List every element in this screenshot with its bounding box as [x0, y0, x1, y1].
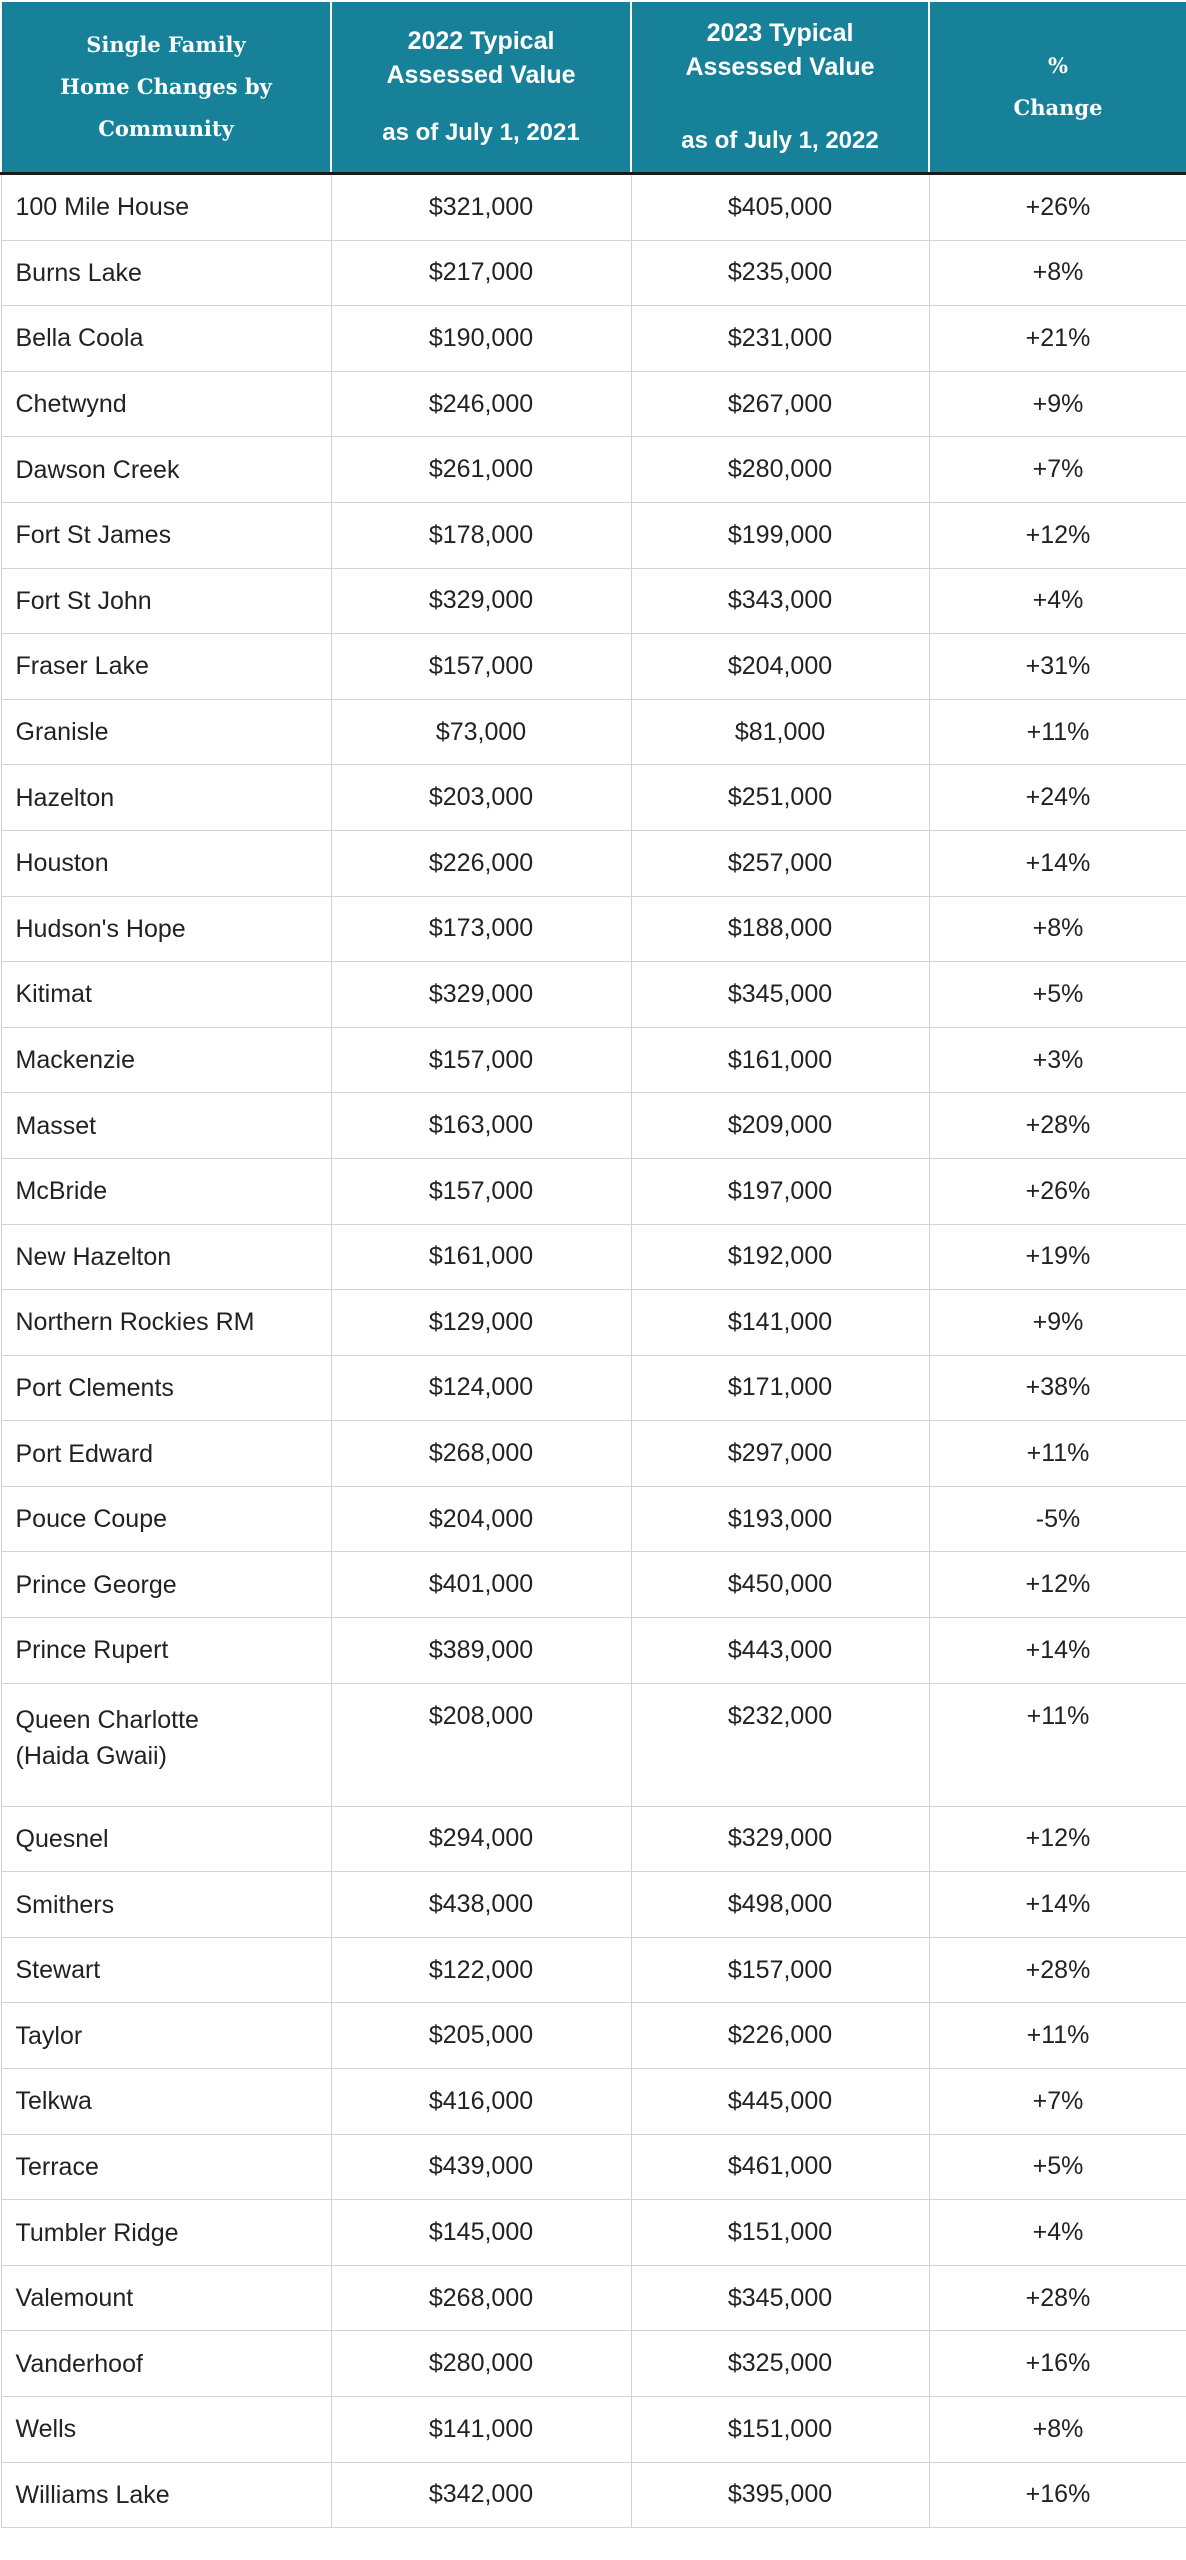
table-row: [1, 699, 1186, 765]
value-2022: $145,000: [331, 2200, 631, 2266]
community-name: [1, 1552, 331, 1618]
community-name-line: Wells: [15, 2415, 77, 2444]
community-name: [1, 1355, 331, 1421]
header-2023-value: 2023 Typical Assessed Value as of July 1, 2022: [631, 1, 929, 174]
value-2022: $226,000: [331, 830, 631, 896]
value-2022: $129,000: [331, 1290, 631, 1356]
community-name: [1, 2200, 331, 2266]
table-row: [1, 1355, 1186, 1421]
table-row: [1, 1618, 1186, 1684]
community-name: [1, 1683, 331, 1806]
value-2023: $192,000: [631, 1224, 929, 1290]
community-name-line: (Haida Gwaii): [15, 1741, 167, 1770]
community-name-line: Hazelton: [15, 783, 115, 812]
table-row: [1, 1872, 1186, 1938]
percent-change: +12%: [929, 1806, 1186, 1872]
community-name: [1, 699, 331, 765]
community-name: [1, 1421, 331, 1487]
value-2023: $461,000: [631, 2134, 929, 2200]
community-name-line: Dawson Creek: [15, 455, 180, 484]
value-2023: $157,000: [631, 1937, 929, 2003]
table-row: [1, 896, 1186, 962]
table-row: [1, 1290, 1186, 1356]
value-2022: $329,000: [331, 962, 631, 1028]
value-2022: $329,000: [331, 568, 631, 634]
percent-change: +14%: [929, 1872, 1186, 1938]
percent-change: +21%: [929, 306, 1186, 372]
percent-change: +24%: [929, 765, 1186, 831]
percent-change: +9%: [929, 1290, 1186, 1356]
table-row: [1, 371, 1186, 437]
value-2023: $405,000: [631, 174, 929, 241]
value-2022: $389,000: [331, 1618, 631, 1684]
value-2023: $141,000: [631, 1290, 929, 1356]
value-2023: $343,000: [631, 568, 929, 634]
value-2022: $157,000: [331, 1158, 631, 1224]
value-2022: $163,000: [331, 1093, 631, 1159]
value-2022: $122,000: [331, 1937, 631, 2003]
percent-change: +11%: [929, 1683, 1186, 1806]
value-2023: $345,000: [631, 962, 929, 1028]
community-name: [1, 568, 331, 634]
value-2022: $342,000: [331, 2462, 631, 2528]
percent-change: +4%: [929, 568, 1186, 634]
value-2022: $173,000: [331, 896, 631, 962]
percent-change: -5%: [929, 1486, 1186, 1552]
table-row: [1, 2003, 1186, 2069]
percent-change: +7%: [929, 2069, 1186, 2135]
community-name-line: Terrace: [15, 2152, 99, 2181]
percent-change: +11%: [929, 2003, 1186, 2069]
value-2022: $268,000: [331, 1421, 631, 1487]
table-row: [1, 502, 1186, 568]
community-name: [1, 1158, 331, 1224]
percent-change: +11%: [929, 1421, 1186, 1487]
value-2023: $161,000: [631, 1027, 929, 1093]
percent-change: +26%: [929, 174, 1186, 241]
value-2023: $325,000: [631, 2331, 929, 2397]
value-2022: $438,000: [331, 1872, 631, 1938]
community-name-line: Kitimat: [15, 980, 92, 1009]
community-name-line: Telkwa: [15, 2087, 92, 2116]
community-name-line: Valemount: [15, 2284, 134, 2313]
table-row: [1, 240, 1186, 306]
community-name-line: Prince George: [15, 1570, 177, 1599]
community-name-line: Port Clements: [15, 1373, 174, 1402]
table-row: [1, 2200, 1186, 2266]
community-name: [1, 502, 331, 568]
percent-change: +11%: [929, 699, 1186, 765]
value-2023: $498,000: [631, 1872, 929, 1938]
community-name: [1, 240, 331, 306]
community-name-line: Port Edward: [15, 1439, 154, 1468]
percent-change: +14%: [929, 1618, 1186, 1684]
value-2022: $280,000: [331, 2331, 631, 2397]
value-2022: $190,000: [331, 306, 631, 372]
header-2022-value: 2022 Typical Assessed Value as of July 1, 2021: [331, 1, 631, 174]
value-2023: $267,000: [631, 371, 929, 437]
value-2022: $178,000: [331, 502, 631, 568]
table-row: [1, 174, 1186, 241]
value-2022: $217,000: [331, 240, 631, 306]
community-name: [1, 1937, 331, 2003]
community-name: [1, 2397, 331, 2463]
value-2023: $443,000: [631, 1618, 929, 1684]
community-name: [1, 1224, 331, 1290]
percent-change: +28%: [929, 1937, 1186, 2003]
value-2022: $141,000: [331, 2397, 631, 2463]
percent-change: +16%: [929, 2462, 1186, 2528]
table-row: [1, 568, 1186, 634]
table-row: [1, 437, 1186, 503]
value-2023: $329,000: [631, 1806, 929, 1872]
percent-change: +3%: [929, 1027, 1186, 1093]
community-name-line: Tumbler Ridge: [15, 2218, 179, 2247]
community-name: [1, 962, 331, 1028]
percent-change: +5%: [929, 2134, 1186, 2200]
community-name: [1, 634, 331, 700]
community-name: [1, 1806, 331, 1872]
community-name-line: Mackenzie: [15, 1046, 135, 1075]
value-2022: $203,000: [331, 765, 631, 831]
percent-change: +8%: [929, 240, 1186, 306]
value-2022: $204,000: [331, 1486, 631, 1552]
value-2023: $450,000: [631, 1552, 929, 1618]
table-row: [1, 2134, 1186, 2200]
value-2023: $197,000: [631, 1158, 929, 1224]
table-row: [1, 765, 1186, 831]
value-2023: $171,000: [631, 1355, 929, 1421]
community-name: [1, 765, 331, 831]
value-2022: $416,000: [331, 2069, 631, 2135]
community-name: [1, 896, 331, 962]
value-2022: $208,000: [331, 1683, 631, 1806]
value-2023: $257,000: [631, 830, 929, 896]
community-name: [1, 2134, 331, 2200]
community-name-line: New Hazelton: [15, 1242, 172, 1271]
table-row: [1, 1158, 1186, 1224]
header-row: [1, 1, 1186, 174]
value-2023: $81,000: [631, 699, 929, 765]
community-name-line: 100 Mile House: [15, 193, 190, 222]
value-2022: $439,000: [331, 2134, 631, 2200]
percent-change: +8%: [929, 2397, 1186, 2463]
community-name-line: Burns Lake: [15, 258, 142, 287]
table-row: [1, 1093, 1186, 1159]
table-row: [1, 634, 1186, 700]
value-2022: $246,000: [331, 371, 631, 437]
community-name: [1, 2069, 331, 2135]
community-name: [1, 174, 331, 241]
community-name: [1, 306, 331, 372]
value-2023: $151,000: [631, 2397, 929, 2463]
value-2023: $188,000: [631, 896, 929, 962]
value-2022: $268,000: [331, 2265, 631, 2331]
community-name-line: Quesnel: [15, 1824, 109, 1853]
table-row: [1, 2462, 1186, 2528]
value-2023: $297,000: [631, 1421, 929, 1487]
value-2023: $199,000: [631, 502, 929, 568]
community-name: [1, 1027, 331, 1093]
value-2023: $232,000: [631, 1683, 929, 1806]
community-name: [1, 1618, 331, 1684]
value-2022: $401,000: [331, 1552, 631, 1618]
community-name: [1, 2003, 331, 2069]
community-name: [1, 1093, 331, 1159]
community-name-line: Hudson's Hope: [15, 914, 186, 943]
table-row: [1, 1937, 1186, 2003]
table-row: [1, 1027, 1186, 1093]
community-name: [1, 437, 331, 503]
table-body: [1, 174, 1186, 2528]
table-row: [1, 1552, 1186, 1618]
community-name-line: Smithers: [15, 1890, 115, 1919]
value-2023: $231,000: [631, 306, 929, 372]
value-2022: $124,000: [331, 1355, 631, 1421]
community-name: [1, 2462, 331, 2528]
table-row: [1, 1683, 1186, 1806]
value-2023: $204,000: [631, 634, 929, 700]
community-name-line: Northern Rockies RM: [15, 1308, 255, 1337]
percent-change: +31%: [929, 634, 1186, 700]
table-row: [1, 2069, 1186, 2135]
community-name-line: Masset: [15, 1111, 97, 1140]
community-name-line: Queen Charlotte: [15, 1705, 199, 1734]
value-2022: $261,000: [331, 437, 631, 503]
table-row: [1, 1486, 1186, 1552]
percent-change: +12%: [929, 1552, 1186, 1618]
table-row: [1, 306, 1186, 372]
table-row: [1, 1421, 1186, 1487]
community-name-line: McBride: [15, 1177, 108, 1206]
percent-change: +4%: [929, 2200, 1186, 2266]
community-name-line: Stewart: [15, 1956, 101, 1985]
community-name-line: Vanderhoof: [15, 2349, 143, 2378]
community-name: [1, 2331, 331, 2397]
community-name-line: Houston: [15, 849, 109, 878]
percent-change: +5%: [929, 962, 1186, 1028]
table-row: [1, 1806, 1186, 1872]
value-2022: $161,000: [331, 1224, 631, 1290]
value-2022: $321,000: [331, 174, 631, 241]
percent-change: +28%: [929, 1093, 1186, 1159]
community-name: [1, 371, 331, 437]
percent-change: +12%: [929, 502, 1186, 568]
community-name: [1, 1290, 331, 1356]
percent-change: +14%: [929, 830, 1186, 896]
value-2023: $280,000: [631, 437, 929, 503]
community-name-line: Pouce Coupe: [15, 1505, 168, 1534]
community-name: [1, 1872, 331, 1938]
percent-change: +28%: [929, 2265, 1186, 2331]
value-2022: $205,000: [331, 2003, 631, 2069]
value-2023: $209,000: [631, 1093, 929, 1159]
header-percent-change: % Change: [929, 1, 1186, 174]
community-name-line: Chetwynd: [15, 390, 127, 419]
community-name-line: Granisle: [15, 718, 109, 747]
value-2022: $73,000: [331, 699, 631, 765]
value-2023: $151,000: [631, 2200, 929, 2266]
table-row: [1, 830, 1186, 896]
value-2022: $294,000: [331, 1806, 631, 1872]
community-name-line: Taylor: [15, 2021, 83, 2050]
community-name-line: Bella Coola: [15, 324, 144, 353]
header-community: Single Family Home Changes by Community: [1, 1, 331, 174]
value-2023: $345,000: [631, 2265, 929, 2331]
community-name: [1, 830, 331, 896]
value-2023: $445,000: [631, 2069, 929, 2135]
percent-change: +38%: [929, 1355, 1186, 1421]
value-2023: $193,000: [631, 1486, 929, 1552]
community-name: [1, 1486, 331, 1552]
value-2022: $157,000: [331, 1027, 631, 1093]
value-2023: $395,000: [631, 2462, 929, 2528]
table-row: [1, 962, 1186, 1028]
value-2023: $251,000: [631, 765, 929, 831]
percent-change: +7%: [929, 437, 1186, 503]
community-name-line: Fraser Lake: [15, 652, 149, 681]
table-row: [1, 2331, 1186, 2397]
percent-change: +19%: [929, 1224, 1186, 1290]
percent-change: +8%: [929, 896, 1186, 962]
percent-change: +26%: [929, 1158, 1186, 1224]
community-name-line: Fort St James: [15, 521, 172, 550]
value-2023: $226,000: [631, 2003, 929, 2069]
community-name: [1, 2265, 331, 2331]
table-row: [1, 2397, 1186, 2463]
community-name-line: Fort St John: [15, 586, 152, 615]
value-2022: $157,000: [331, 634, 631, 700]
community-name-line: Williams Lake: [15, 2480, 170, 2509]
table-row: [1, 2265, 1186, 2331]
percent-change: +16%: [929, 2331, 1186, 2397]
community-name-line: Prince Rupert: [15, 1636, 169, 1665]
table-row: [1, 1224, 1186, 1290]
percent-change: +9%: [929, 371, 1186, 437]
value-2023: $235,000: [631, 240, 929, 306]
